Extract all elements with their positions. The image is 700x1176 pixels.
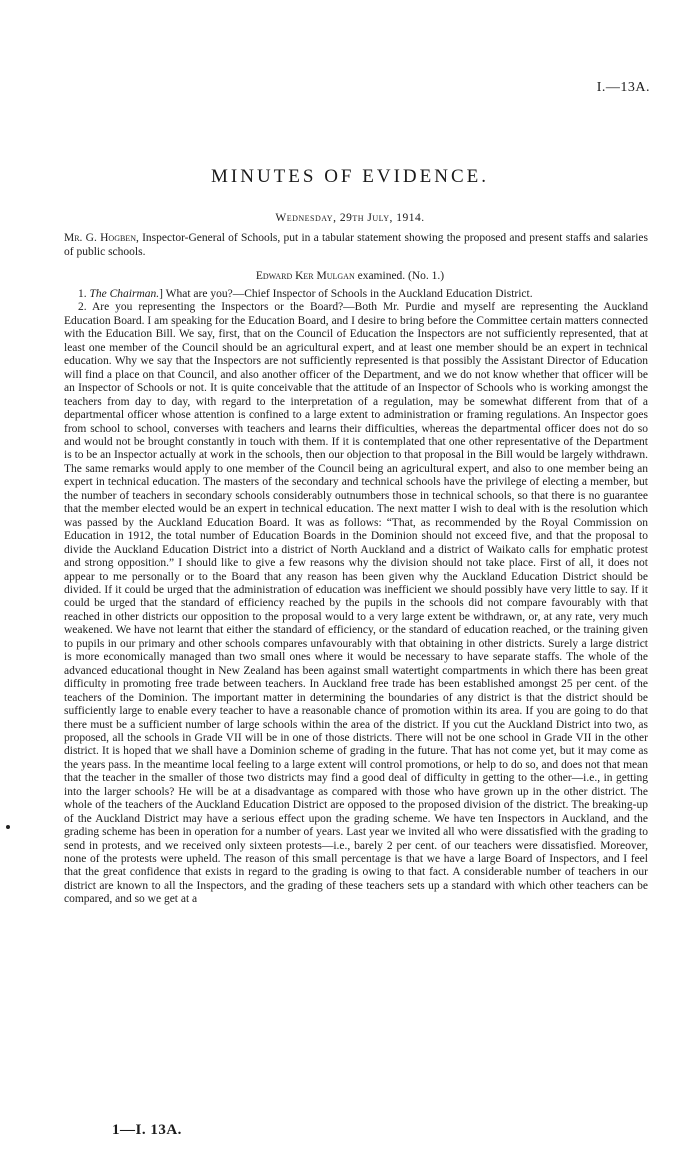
page-footer: 1—I. 13A. xyxy=(112,1122,182,1138)
question-1-text: ] What are you?—Chief Inspector of Schools in the Auckland Education District. xyxy=(159,288,533,300)
session-date: Wednesday, 29th July, 1914. xyxy=(275,212,425,224)
witness-heading xyxy=(0,270,700,282)
page-reference: I.—13A. xyxy=(596,80,650,95)
witness-rest: examined. (No. 1.) xyxy=(354,270,445,282)
question-2: 2. Are you representing the Inspectors or the Board?—Both Mr. Purdie and myself are representing the Auckland Education Board. I am speaking for the Education Board, and I desire to bring before the Committee certain matters connected with the Education Bill. We say, first, that on the Council of Education the Inspectors are not sufficiently represented, that at least one member of the Council should be an agricultural expert, and at least one member should be an expert in technical education. Why we say that the Inspectors are not sufficiently represented is that possibly the Assistant Director of Education will find a place on that Council, and also another officer of the Department, and we do not know whether that officer will be an Inspector of Schools or not. It is quite conceivable that the attitude of an Inspector of Schools who is working amongst the teachers from day to day, with regard to the interpretation of a regulation, may be somewhat different from that of a departmental officer whose attention is confined to a large extent to administration or framing regulations. An Inspector goes from school to school, converses with teachers and learns their difficulties, whereas the departmental officer does not do so and would not be brought constantly in touch with them. If it is contemplated that one other representative of the Department is to be an Inspector actually at work in the schools, then our objection to that proposal in the Bill would be largely withdrawn. The same remarks would apply to one member of the Council being an agricultural expert, and also to one member being an expert in technical education. The masters of the secondary and technical schools have the privilege of electing a member, but the number of teachers in secondary schools considerably outnumbers those in technical schools, so that there is no guarantee that the member elected would be an expert in technical education. The next matter I wish to deal with is the resolution which was passed by the Auckland Education Board. It was as follows: “That, as recommended by the Royal Commission on Education in 1912, the total number of Education Boards in the Dominion should not exceed five, and that the proposal to divide the Auckland Education District into a district of North Auckland and a district of Waikato calls for emphatic protest and strong opposition.” I should like to give a few reasons why the division should not take place. First of all, it does not appear to me personally or to the Board that any reason has been given why the Auckland Education District should be divided. If it could be urged that the administration of education was inefficient we should possibly have very little to say. If it could be urged that the standard of efficiency reached by the pupils in the schools did not compare favourably with that reached in other districts our opposition to the proposal would to a very large extent be withdrawn, or, at any rate, very much weakened. We have not learnt that either the standard of efficiency, or the standard of education reached, or the training given to pupils in our primary and other schools compares unfavourably with that obtaining in other districts. Surely a large district is more economically managed than two small ones where it would be necessary to have separate staffs. The whole of the advanced educational thought in New Zealand has been against small watertight compartments in which there has been great difficulty in promoting free trade between teachers. In Auckland free trade has been established amongst 25 per cent. of the teachers of the Dominion. The important matter in determining the boundaries of any district is that the district should be sufficiently large to enable every teacher to have a reasonable chance of promotion within its area. If you are going to do that there must be a sufficient number of large schools within the area of the district. If you cut the Auckland District into two, as proposed, all the schools in Grade VII will be in one of those districts. There will not be one school in Grade VII in the other district. It is hoped that we shall have a Dominion scheme of grading in the future. That has not come yet, but it may come as the years pass. In the meantime local feeling to a large extent will control promotions, or help to do so, and does not that mean that the teacher in the smaller of those two districts may find a good deal of difficulty in getting to the other—i.e., in getting into the larger schools? He will be at a disadvantage as compared with those who have grown up in the other district. The whole of the teachers of the Auckland Education District are opposed to the proposed division of the district. The breaking-up of the Auckland District may have a serious effect upon the grading scheme. We have ten Inspectors in Auckland, and the grading scheme has been in operation for a number of years. Last year we invited all who were dissatisfied with the grading to send in protests, and we received only sixteen protests—i.e., barely 2 per cent. of our teachers were dissatisfied. Moreover, none of the protests were upheld. The reason of this small percentage is that we have a large Board of Inspectors, and I feel that the great confidence that exists in regard to the grading is owing to that fact. A considerable number of teachers in our district are known to all the Inspectors, and the grading of these teachers sets up a standard with which other teachers can be compared, and so we get at a xyxy=(64,301,648,906)
question-1-number: 1. xyxy=(78,288,90,300)
margin-mark xyxy=(6,825,10,829)
witness-name: Edward Ker Mulgan xyxy=(255,270,355,282)
question-1-chair: The Chairman. xyxy=(89,288,160,300)
question-1 xyxy=(64,288,648,301)
evidence-body xyxy=(64,288,648,907)
page-title: MINUTES OF EVIDENCE. xyxy=(211,166,489,187)
intro-name: Mr. G. Hogben xyxy=(64,232,136,244)
intro-paragraph xyxy=(64,231,648,259)
intro-text: , Inspector-General of Schools, put in a tabular statement showing the proposed and present staffs and salaries of public schools. xyxy=(64,232,648,258)
